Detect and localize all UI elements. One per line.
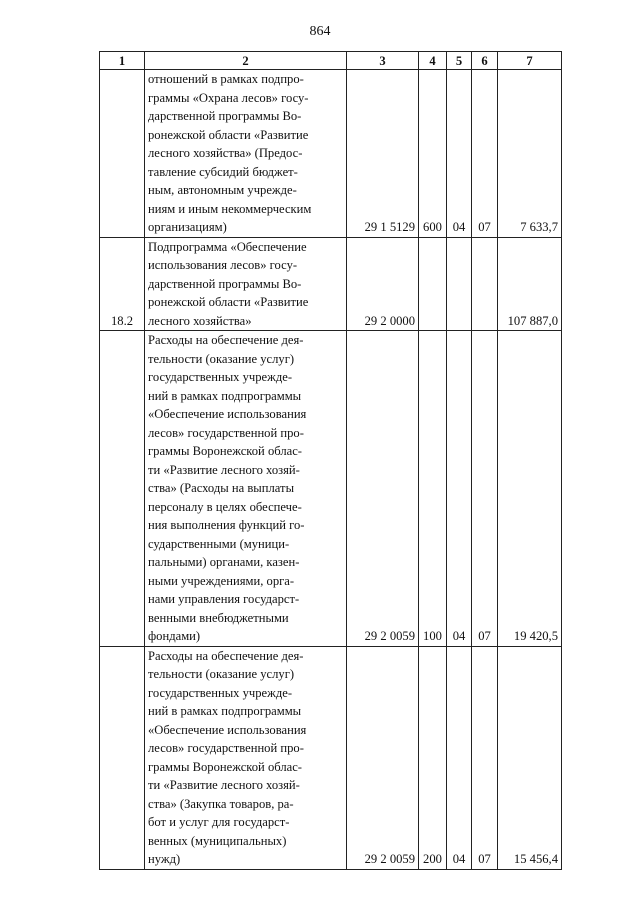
description-line: бот и услуг для государст- (148, 815, 290, 829)
table-row (100, 237, 562, 331)
description-line: персоналу в целях обеспече- (148, 499, 302, 514)
description-line: граммы «Охрана лесов» госу- (148, 90, 309, 105)
description-line: ти «Развитие лесного хозяй- (148, 778, 300, 792)
description-line: «Обеспечение использования (148, 407, 307, 421)
description-line: фондами) (148, 629, 201, 643)
row-amount: 107 887,0 (498, 237, 562, 331)
description-line: ния выполнения функций го- (148, 518, 305, 532)
description-line: лесного хозяйства» (Предос- (148, 146, 303, 160)
description-line: граммы Воронежской облас- (148, 759, 302, 774)
description-line: Расходы на обеспечение дея- (148, 648, 304, 663)
row-number: 18.2 (100, 237, 145, 331)
row-col-4: 600 (419, 70, 447, 238)
description-line: дарственной программы Во- (148, 109, 302, 123)
description-line: лесного хозяйства» (148, 313, 252, 328)
table-row (100, 331, 562, 647)
description-line: ронежской области «Развитие (148, 295, 309, 309)
description-line: ронежской области «Развитие (148, 127, 309, 142)
row-col-5: 04 (447, 331, 472, 647)
table-row (100, 70, 562, 238)
description-line: использования лесов» госу- (148, 258, 298, 272)
header-col-3: 3 (347, 52, 419, 70)
description-line: «Обеспечение использования (148, 722, 307, 737)
description-line: государственных учрежде- (148, 370, 293, 384)
row-amount: 7 633,7 (498, 70, 562, 238)
header-col-1: 1 (100, 52, 145, 70)
header-col-6: 6 (472, 52, 498, 70)
row-description (145, 237, 347, 331)
row-description (145, 646, 347, 869)
description-line: граммы Воронежской облас- (148, 444, 302, 458)
row-code: 29 1 5129 (347, 70, 419, 238)
row-col-6: 07 (472, 646, 498, 869)
row-col-4: 200 (419, 646, 447, 869)
description-line: дарственной программы Во- (148, 276, 302, 291)
description-line: венных (муниципальных) (148, 833, 287, 848)
row-col-5: 04 (447, 646, 472, 869)
row-code: 29 2 0000 (347, 237, 419, 331)
description-line: ти «Развитие лесного хозяй- (148, 462, 300, 477)
header-col-4: 4 (419, 52, 447, 70)
row-col-5: 04 (447, 70, 472, 238)
description-line: лесов» государственной про- (148, 741, 304, 755)
row-amount: 19 420,5 (498, 331, 562, 647)
table-row (100, 646, 562, 869)
header-col-5: 5 (447, 52, 472, 70)
row-code: 29 2 0059 (347, 331, 419, 647)
description-line: нужд) (148, 852, 181, 866)
description-line: сударственными (муници- (148, 536, 290, 551)
description-line: государственных учрежде- (148, 685, 293, 700)
description-line: Расходы на обеспечение дея- (148, 333, 304, 347)
row-col-4 (419, 237, 447, 331)
row-code: 29 2 0059 (347, 646, 419, 869)
row-col-5 (447, 237, 472, 331)
row-description (145, 70, 347, 238)
row-description (145, 331, 347, 647)
row-amount: 15 456,4 (498, 646, 562, 869)
header-row (100, 52, 562, 70)
row-col-6 (472, 237, 498, 331)
description-line: ний в рамках подпрограммы (148, 388, 302, 403)
row-col-6: 07 (472, 331, 498, 647)
description-line: Подпрограмма «Обеспечение (148, 239, 307, 254)
header-col-7: 7 (498, 52, 562, 70)
description-line: организациям) (148, 220, 227, 234)
description-line: ний в рамках подпрограммы (148, 704, 302, 718)
description-line: тавление субсидий бюджет- (148, 164, 298, 179)
description-line: лесов» государственной про- (148, 425, 304, 440)
table-body (100, 70, 562, 870)
description-line: ниям и иным некоммерческим (148, 201, 312, 216)
description-line: венными внебюджетными (148, 610, 289, 625)
page-number: 864 (309, 24, 331, 39)
budget-table (99, 51, 562, 870)
description-line: ства» (Расходы на выплаты (148, 481, 295, 495)
row-number (100, 70, 145, 238)
description-line: тельности (оказание услуг) (148, 351, 295, 366)
row-col-6: 07 (472, 70, 498, 238)
description-line: ным, автономным учрежде- (148, 183, 297, 197)
row-number (100, 646, 145, 869)
description-line: тельности (оказание услуг) (148, 667, 295, 681)
description-line: ства» (Закупка товаров, ра- (148, 796, 294, 811)
description-line: пальными) органами, казен- (148, 555, 300, 569)
header-col-2: 2 (145, 52, 347, 70)
description-line: нами управления государст- (148, 592, 300, 606)
row-col-4: 100 (419, 331, 447, 647)
description-line: отношений в рамках подпро- (148, 72, 304, 86)
description-line: ными учреждениями, орга- (148, 573, 295, 588)
row-number (100, 331, 145, 647)
